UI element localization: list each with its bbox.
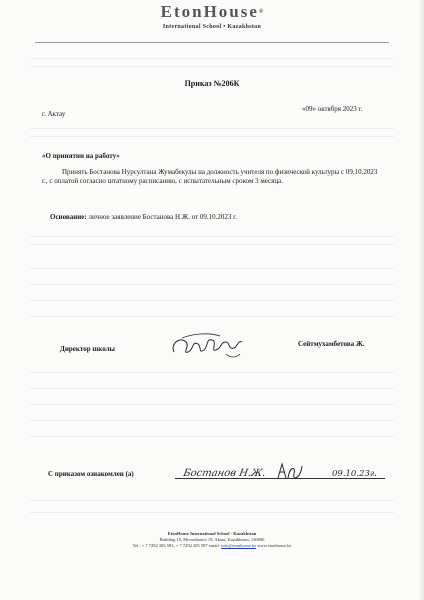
scan-artifact — [30, 372, 394, 373]
scan-artifact — [30, 284, 394, 285]
basis-text: личное заявление Бостанова Н.Ж. от 09.10.2023 г. — [86, 213, 237, 221]
scan-artifact — [30, 128, 394, 129]
order-date: «09» октября 2023 г. — [302, 105, 363, 113]
footer-contacts — [0, 543, 424, 549]
acknowledgement-label: С приказом ознакомлен (а) — [48, 470, 134, 478]
scan-artifact — [30, 436, 394, 437]
order-city: г. Актау — [42, 110, 66, 118]
scan-edge-shadow — [418, 0, 424, 600]
scan-artifact — [30, 236, 394, 237]
director-signature — [168, 330, 248, 364]
footer-email-link[interactable]: info@etonhouse.kz — [221, 543, 257, 548]
scan-artifact — [30, 512, 394, 513]
scan-artifact — [30, 66, 394, 67]
footer-school-name: EtonHouse International School - Kazakhstan — [167, 531, 257, 536]
director-label: Директор школы — [60, 345, 116, 353]
order-basis — [50, 213, 237, 221]
handwritten-name: Бостанов Н.Ж. — [182, 468, 267, 479]
acknowledgement-signature — [182, 458, 382, 486]
director-name: Сейтмухамбетова Ж. — [298, 340, 365, 348]
signature-stroke — [226, 354, 240, 357]
signature-stroke — [173, 340, 242, 353]
scan-artifact — [30, 58, 394, 59]
registered-mark: ® — [258, 9, 264, 15]
footer-website[interactable]: www.etonhouse.kz — [256, 543, 292, 548]
scan-artifact — [30, 420, 394, 421]
logo-name: EtonHouse® — [160, 2, 264, 21]
scan-artifact — [30, 404, 394, 405]
footer-phones: Tel.: + 7 7292 305 583, + 7 7292 305 587 email: — [132, 543, 222, 548]
scan-artifact — [30, 244, 394, 245]
scan-artifact — [30, 136, 394, 137]
scan-artifact — [30, 500, 394, 501]
signature-stroke — [182, 334, 220, 338]
scan-artifact — [30, 268, 394, 269]
document-footer — [0, 531, 424, 549]
header-divider — [35, 42, 389, 43]
order-subject: «О принятии на работу» — [42, 152, 120, 160]
order-body: Принять Бостанова Нурсултана Жумабекулы на должность учителя по физической культуры с 09.10.2023 г., с оплатой согласно штатному расписанию, с испытательным сроком 3 месяца. — [42, 168, 378, 185]
school-logo — [0, 2, 424, 30]
handwritten-initials — [278, 464, 302, 478]
scan-artifact — [30, 316, 394, 317]
order-title: Приказ №206К — [184, 79, 240, 88]
scan-artifact — [30, 300, 394, 301]
footer-address: Building 10, Microdistrict 19, Aktau, Kazakhstan, 130000 — [159, 537, 265, 542]
logo-subtitle: International School • Kazakhstan — [162, 24, 262, 30]
scan-artifact — [30, 388, 394, 389]
basis-label: Основание: — [50, 213, 87, 221]
handwritten-date: 09.10.23г. — [332, 469, 377, 479]
